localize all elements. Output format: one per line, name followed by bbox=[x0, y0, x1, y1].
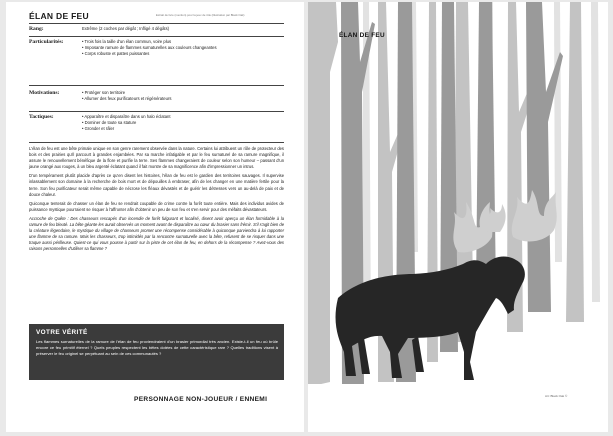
stat-value bbox=[82, 26, 169, 32]
stat-line: • Imposante ramure de flammes surnaturelles aux couleurs changeantes bbox=[82, 45, 217, 51]
credit-line: Extrait de livre (mention) pour la jeux de rôle (illustration par Black Oak) bbox=[156, 13, 245, 17]
stat-value bbox=[82, 39, 217, 58]
description-body bbox=[29, 146, 284, 256]
forest-illustration bbox=[308, 2, 608, 432]
stat-line: • Dominer de toute sa stature bbox=[82, 120, 137, 126]
quest-hook bbox=[29, 216, 284, 253]
stat-label: Motivations: bbox=[29, 90, 60, 96]
stat-label: Tactiques: bbox=[29, 114, 54, 120]
stat-line: • Protéger son territoire bbox=[82, 90, 126, 95]
right-page bbox=[308, 2, 608, 432]
divider bbox=[29, 142, 284, 143]
quest-hook-text: Des chasseurs rescapés d'un incendie de forêt fulgurant et localisé, disent avoir aperçu un élan formidable à la ramure de feu bleuté. La bête géante les aurait observés un moment avant de disparaître au cœur du brasier sans frémir. S'il s'agit bien de la créature légendaire, le mystique du village de chasseurs promet une récompense considérable à quiconque parviendra à lui rapporter une flamme de sa ramure. Mais les chasseurs, trop intimidés par la rencontre surnaturelle avec la bête, refusent de se risquer dans une traque aussi périlleuse. Quiest-ce qui vous pousse à partir sur la piste de cet élan de feu, en dehors de la récompense ? Avez-vous des raisons personnelles d'utiliser sa flamme ? bbox=[29, 215, 284, 252]
stat-row-particularites bbox=[29, 39, 284, 83]
stat-row-motivations bbox=[29, 90, 284, 112]
divider bbox=[29, 111, 284, 112]
stat-line: • Gronder et râler bbox=[82, 126, 115, 132]
paragraph: D'un tempérament plutôt placide d'après ce qu'en disent les histoires, l'élan de feu est le gardien des territoires sauvages. Il supervise inlassablement son domaine à la recherche de bois mort et de dépouilles à embraser, afin de les changer en une matière fertile pour la terre. Son feu purificateur serait même capable de nécrose les fléaux dévastés et de guérir les détresses vers un au-delà de paix et de douce chaleur. bbox=[29, 173, 284, 197]
stat-value bbox=[82, 114, 171, 133]
stat-value bbox=[82, 90, 171, 102]
stat-line: Extrême (2 coches par dégât ; Infligé 4 dégâts) bbox=[82, 26, 170, 31]
truth-sidebar bbox=[29, 324, 284, 380]
art-credit: Art: Black Oak © bbox=[545, 394, 568, 398]
divider bbox=[29, 36, 284, 37]
stat-label: Particularités: bbox=[29, 39, 64, 45]
paragraph: Quiconque tenterait de chasser un élan de feu se rendrait coupable de crime contre la forêt toute entière. Mais des individus avides de puissance mystique pourraient se risquer à l'affronter afin d'obtenir un peu de son feu et s'en servir pour des méfaits dévastateurs. bbox=[29, 200, 284, 212]
stat-row-tactiques bbox=[29, 114, 284, 142]
sidebar-title: VOTRE VÉRITÉ bbox=[36, 329, 88, 336]
stat-label: Rang: bbox=[29, 26, 44, 32]
stat-line: • Allumer des feux purificateurs et régénérateurs bbox=[82, 96, 172, 102]
page-footer: PERSONNAGE NON-JOUEUR / ENNEMI bbox=[134, 396, 268, 403]
paragraph: L'élan de feu est une bête primale unique en son genre rarement observée dans la nature. Certains lui attribuent un rôle de protecteur des bois et des prairies qu'il parcourt à grandes enjambées. Par sa marche infatigable et par le feu surnaturel de sa ramure magnifique, il assure le renouvellement bénéfique de la flore et purifie la terre. Ses flammes changeraient de couleur selon son humeur – passant d'un jaune orangé aux rouges, à un bleu argenté éclatant quand il fait montre de sa magnificence afin d'impressionner un intrus. bbox=[29, 146, 284, 170]
quest-hook-lead: Accroche de Quête : bbox=[29, 215, 69, 221]
sidebar-text: Les flammes surnaturelles de la ramure de l'élan de feu proviendraient d'un brasier primordial très ancien. Existe-t-il un feu où brûle encore ce feu primitif éternel ? Quels peuples respectent les bêtes dotées de cette caractéristique rare ? Quelles traditions visent à préserver le feu originel se perpétuant au sein de ces communautés ? bbox=[36, 339, 278, 356]
left-page bbox=[6, 2, 304, 432]
divider bbox=[29, 85, 284, 86]
illustration-title: ÉLAN DE FEU bbox=[339, 32, 385, 39]
stat-line: • Corps robuste et pattes puissantes bbox=[82, 51, 150, 57]
stat-row-rang bbox=[29, 26, 284, 36]
page-title: ÉLAN DE FEU bbox=[29, 11, 89, 21]
stat-line: • Apparaître et disparaître dans un halo éclatant bbox=[82, 114, 171, 119]
divider bbox=[29, 23, 284, 24]
stat-line: • Trois fois la taille d'un élan commun, voire plus bbox=[82, 39, 172, 44]
